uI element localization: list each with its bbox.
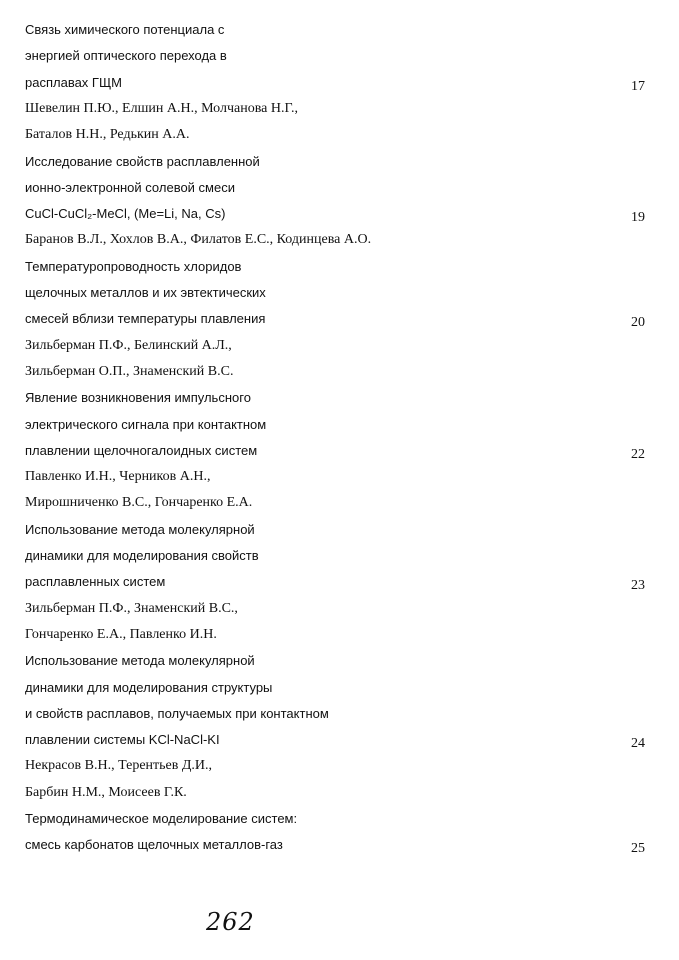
- entry-page-number: 17: [631, 78, 645, 94]
- entry-title-line: ионно-электронной солевой смеси: [25, 179, 235, 195]
- entry-authors-line: Гончаренко Е.А., Павленко И.Н.: [25, 626, 217, 642]
- entry-title-line: Использование метода молекулярной: [25, 653, 255, 669]
- entry-title-line: расплавленных систем: [25, 574, 166, 590]
- entry-title-line: плавлении системы KCl-NaCl-KI: [25, 732, 220, 748]
- entry-page-number: 23: [631, 578, 645, 594]
- entry-authors-line: Зильберман П.Ф., Знаменский В.С.,: [25, 600, 238, 616]
- entry-title-line: энергией оптического перехода в: [25, 48, 227, 64]
- entry-authors-line: Баранов В.Л., Хохлов В.А., Филатов Е.С., Кодинцева А.О.: [25, 232, 372, 248]
- entry-title-line: расплавах ГЩМ: [25, 74, 122, 90]
- entry-title-line: плавлении щелочногалоидных систем: [25, 442, 258, 458]
- entry-page-number: 22: [631, 446, 645, 462]
- entry-authors-line: Баталов Н.Н., Редькин А.А.: [25, 127, 190, 143]
- entry-title-line: Температуропроводность хлоридов: [25, 258, 242, 274]
- entry-title-line: CuCl-CuCl₂-MeCl, (Me=Li, Na, Cs): [25, 206, 226, 222]
- entry-page-number: 24: [631, 736, 645, 752]
- entry-authors-line: Зильберман П.Ф., Белинский А.Л.,: [25, 337, 232, 353]
- entry-page-number: 19: [631, 210, 645, 226]
- entry-title-line: и свойств расплавов, получаемых при контактном: [25, 705, 329, 721]
- entry-title-line: электрического сигнала при контактном: [25, 416, 267, 432]
- entry-title-line: динамики для моделирования свойств: [25, 548, 259, 563]
- entry-title-line: смесей вблизи температуры плавления: [25, 311, 266, 327]
- handwritten-page-number: 262: [206, 908, 255, 936]
- entry-authors-line: Барбин Н.М., Моисеев Г.К.: [25, 784, 187, 800]
- entry-title-line: Термодинамическое моделирование систем:: [25, 811, 298, 826]
- entry-authors-line: Павленко И.Н., Черников А.Н.,: [25, 469, 211, 485]
- entry-authors-line: Некрасов В.Н., Терентьев Д.И.,: [25, 758, 213, 774]
- entry-title-line: щелочных металлов и их эвтектических: [25, 285, 266, 300]
- entry-authors-line: Шевелин П.Ю., Елшин А.Н., Молчанова Н.Г.,: [25, 100, 298, 116]
- entry-title-line: Связь химического потенциала с: [25, 22, 225, 37]
- entry-page-number: 25: [631, 841, 645, 857]
- entry-authors-line: Зильберман О.П., Знаменский В.С.: [25, 363, 234, 379]
- entry-title-line: Использование метода молекулярной: [25, 521, 255, 537]
- entry-title-line: смесь карбонатов щелочных металлов-газ: [25, 837, 283, 853]
- entry-page-number: 20: [631, 315, 645, 331]
- entry-title-line: Явление возникновения импульсного: [25, 390, 251, 406]
- entry-authors-line: Мирошниченко В.С., Гончаренко Е.А.: [25, 495, 253, 511]
- entry-title-line: Исследование свойств расплавленной: [25, 153, 260, 169]
- entry-title-line: динамики для моделирования структуры: [25, 679, 273, 695]
